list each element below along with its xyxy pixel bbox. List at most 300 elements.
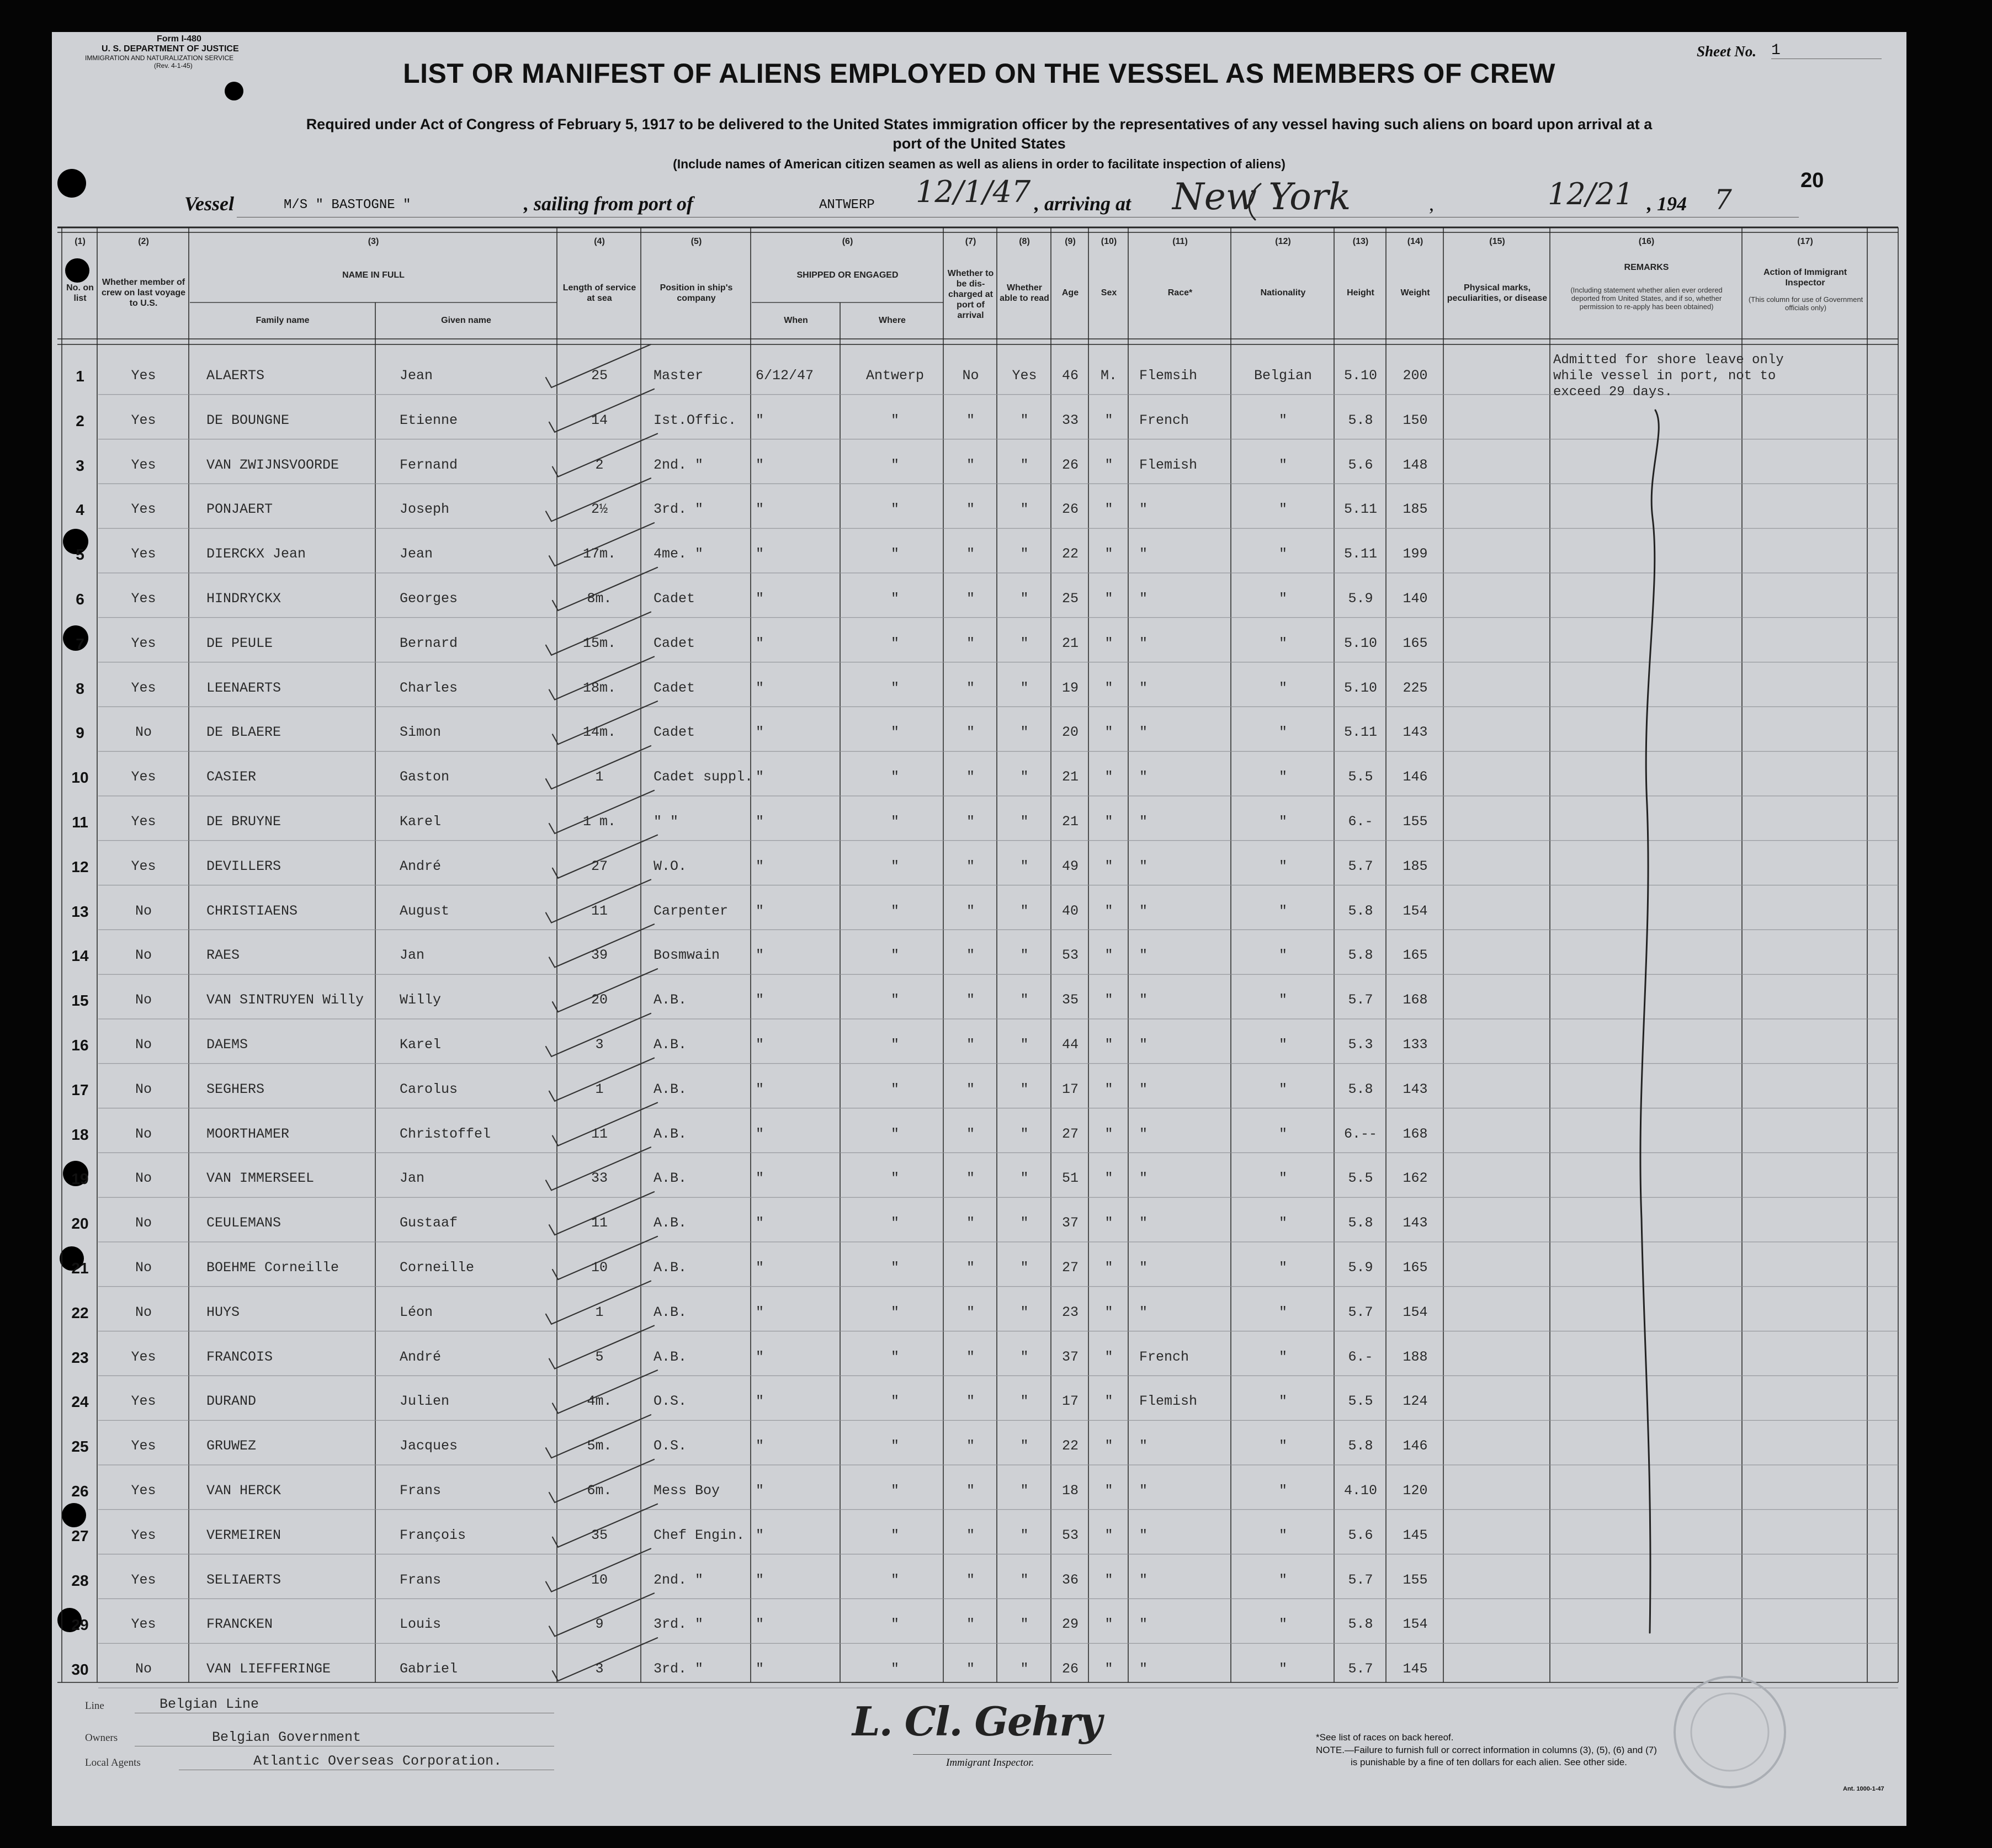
cell-voy: No (135, 902, 152, 919)
cell-given: Fernand (400, 456, 458, 473)
cell-voy: Yes (131, 456, 156, 473)
cell-voy: Yes (131, 1438, 156, 1454)
cell-no: 16 (71, 1037, 89, 1054)
vessel-name: M/S " BASTOGNE " (284, 198, 411, 213)
cell-family: VAN HERCK (206, 1483, 281, 1499)
cell-family: SEGHERS (206, 1081, 265, 1097)
cell-given: Jean (400, 546, 433, 562)
cell-age: 40 (1061, 902, 1079, 919)
cell-disch: " (966, 591, 975, 607)
cell-age: 26 (1061, 501, 1079, 518)
cell-given: Charles (400, 679, 458, 696)
year-prefix: , 194 (1647, 193, 1687, 215)
cell-family: VAN IMMERSEEL (206, 1170, 315, 1187)
cell-age: 21 (1061, 769, 1079, 785)
cell-position: 3rd. " (654, 1616, 704, 1633)
cell-family: DAEMS (206, 1037, 248, 1053)
cell-position: 2nd. " (654, 1571, 704, 1588)
cell-when: " (756, 902, 764, 919)
cell-no: 28 (71, 1571, 89, 1589)
cell-service: 10 (591, 1260, 608, 1276)
cell-height: 5.10 (1343, 635, 1377, 651)
cell-no: 17 (71, 1081, 89, 1098)
subtitle-line-3: (Include names of American citizen seamen as well as aliens in order to facilitate inspection of aliens) (673, 157, 1285, 171)
cell-given: Frans (400, 1571, 442, 1588)
cell-age: 35 (1061, 992, 1079, 1008)
cell-service: 14 (591, 412, 608, 428)
cell-weight: 200 (1403, 368, 1428, 384)
cell-given: Jacques (400, 1438, 458, 1454)
cell-race: Flemish (1139, 1393, 1198, 1410)
cell-read: " (1020, 546, 1029, 562)
cell-where: " (890, 1438, 899, 1454)
cell-family: CASIER (206, 769, 257, 785)
cell-nat: " (1278, 947, 1287, 964)
cell-position: A.B. (654, 1304, 687, 1320)
col-13-header: Height (1347, 288, 1374, 298)
department: U. S. DEPARTMENT OF JUSTICE (102, 44, 239, 54)
cell-race: " (1139, 858, 1148, 874)
cell-where: " (890, 902, 899, 919)
cell-position: Cadet (654, 591, 695, 607)
col-7-header: Whether to be dis-charged at port of arrival (947, 268, 994, 320)
cell-when: " (756, 1527, 764, 1543)
cell-service: 2½ (591, 501, 608, 518)
cell-when: " (756, 679, 764, 696)
cell-position: 4me. " (654, 546, 704, 562)
col-5-number: (5) (690, 236, 702, 246)
manifest-sheet: Form I-480 U. S. DEPARTMENT OF JUSTICE IMMIGRATION AND NATURALIZATION SERVICE (Rev. 4-1-45) Sheet No. 1 20 LIST OR MANIFEST OF ALIENS EMPLOYED ON THE VESSEL AS MEMBERS OF CREW Required under Act of Congress of February 5, 1917 to be delivered to the United States immigration officer by the representatives of any vessel having such aliens on board upon arrival at a port of the United States (Include names of American citizen seamen as well as aliens in order to facilitate inspection of aliens) Vessel M/S " BASTOGNE " , sailing from port of ANTWERP 12/1/47 , arriving at New York , 12/21 , 194 7 (1) No. on list (2) Whether member of crew on last voyage to U.S. (3) NAME IN FULL Family name Given name (4) Length of service at sea (5) Position in ship's company (6) SHIPPED OR ENGAGED When Where (7) Whether to be dis-charged at port of arrival (8) Whether able to read (9) Age (10) Sex (11) Race* (12) Nationality (13) Height (14) Weight (15) Physical marks, peculiarities, or disease (16) REMARKS (Including statement whether alien ever ordered deported from United States, and if so, whether permission to re-apply has been obtained) (17) Action of Immigrant Inspector (This column for use of Government officials only) 1 Yes ALAERTS Jean 25 Master 6/12/47 Antwerp No Yes 46 M. Flemsih Belgian 5.10 200 2 Yes DE BOUNGNE Etienne 14 Ist.Offic. " " " " 33 " French " 5.8 150 3 Yes VAN ZWIJNSVOORDE Fernand 2 2nd. " " " " " 26 " Flemish " 5.6 148 4 Yes PONJAERT Joseph 2½ 3rd. " " " " " 26 " " " 5.11 185 5 Yes DIERCKX Jean Jean 17m. 4me. " " " " " 22 " " " 5.11 199 6 Yes HINDRYCKX Georges 8m. Cadet " " " " 25 " " " 5.9 140 7 Yes DE PEULE Bernard 15m. Cadet " " " " 21 " " " 5.10 165 8 Yes LEENAERTS Charles 18m. Cadet " " " " 19 " " " 5.10 225 9 No DE BLAERE Simon 14m. Cadet " " " " 20 " " " 5.11 143 10 Yes CASIER Gaston 1 Cadet suppl. " " " " 21 " " " 5.5 146 11 Yes DE BRUYNE Karel 1 m. " " " " " " 21 " " " 6.- 155 12 Yes DEVILLERS André 27 W.O. " " " " 49 " " " 5.7 185 13 No CHRISTIAENS August 11 Carpenter " " " " 40 " " " 5.8 154 14 No RAES Jan 39 Bosmwain " " " " 53 " " " 5.8 165 15 No VAN SINTRUYEN Willy Willy 20 A.B. " " " " 35 " " " 5.7 168 16 No DAEMS Karel 3 A.B. " " " " 44 " " " 5.3 133 17 No SEGHERS Carolus 1 A.B. " " " " 17 " " " 5.8 143 18 No MOORTHAMER Christoffel 11 A.B. " " " " 27 " " " 6.-- 168 19 No VAN IMMERSEEL Jan 33 A.B. " " " " 51 " " " 5.5 162 20 No CEULEMANS Gustaaf 11 A.B. " " " " 37 " " " 5.8 143 21 No BOEHME Corneille Corneille 10 A.B. " " " " 27 " " " 5.9 165 22 No HUYS Léon 1 A.B. " " " " 23 " " " 5.7 154 23 Yes FRANCOIS André 5 A.B. " " " " 37 " French " 6.- 188 24 Yes DURAND Julien 4m. O.S. " " " " 17 " Flemish " 5.5 124 25 Yes GRUWEZ Jacques 5m. O.S. " " " " 22 " " " 5.8 146 26 Yes VAN HERCK Frans 6m. Mess Boy " " " " 18 " " " 4.10 120 27 Yes VERMEIREN François 35 Chef Engin. " " " " 53 " " " 5.6 145 28 Yes SELIAERTS Frans 10 2nd. " " " " " 36 " " " 5.7 155 29 Yes FRANCKEN Louis 9 3rd. " " " " " 29 " " " 5.8 154 30 No VAN LIEFFERINGE Gabriel 3 3rd. " " " " " 26 " " " 5.7 145 Admitted for shore leave only while vessel in port, not to exceed 29 days. Line Belgian Line Owners Belgian Government Local Agents Atlantic Overseas Corporation. L. Cl. Gehry Immigrant Inspector. *See list of races on back hereof. NOTE.—Failure to furnish full or correct information in columns (3), (5), (6) and (7) is punishable by a fine of ten dollars for each alien. See other side. Ant. 1000-1-47 (52, 32, 1906, 1826)
cell-when: " (756, 1571, 764, 1588)
col-11-header: Race* (1167, 288, 1193, 298)
cell-read: " (1020, 1616, 1029, 1633)
cell-where: " (890, 591, 899, 607)
cell-weight: 154 (1403, 1616, 1428, 1633)
cell-voy: No (135, 1037, 152, 1053)
cell-read: " (1020, 679, 1029, 696)
cell-no: 2 (76, 412, 84, 429)
cell-no: 15 (71, 992, 89, 1010)
cell-family: GRUWEZ (206, 1438, 257, 1454)
cell-weight: 140 (1403, 591, 1428, 607)
cell-when: 6/12/47 (756, 368, 814, 384)
cell-family: VAN ZWIJNSVOORDE (206, 456, 339, 473)
cell-race: " (1139, 947, 1148, 964)
cell-sex: " (1104, 1260, 1113, 1276)
cell-service: 20 (591, 992, 608, 1008)
cell-no: 27 (71, 1527, 89, 1544)
cell-age: 37 (1061, 1215, 1079, 1231)
cell-sex: " (1104, 858, 1113, 874)
cell-age: 51 (1061, 1170, 1079, 1187)
cell-service: 39 (591, 947, 608, 964)
cell-disch: " (966, 1260, 975, 1276)
cell-voy: Yes (131, 635, 156, 651)
cell-family: DE BLAERE (206, 724, 281, 741)
cell-race: " (1139, 1304, 1148, 1320)
col-17-note: (This column for use of Government officials only) (1748, 295, 1863, 312)
arriving-label: , arriving at (1034, 193, 1132, 215)
cell-where: " (890, 635, 899, 651)
cell-read: " (1020, 1125, 1029, 1142)
col-10-header: Sex (1101, 288, 1117, 298)
cell-given: Gabriel (400, 1661, 458, 1677)
cell-position: 2nd. " (654, 456, 704, 473)
cell-sex: " (1104, 1037, 1113, 1053)
cell-age: 53 (1061, 947, 1079, 964)
cell-height: 5.10 (1343, 368, 1377, 384)
col-6a-header: When (784, 315, 808, 325)
cell-service: 11 (591, 1215, 608, 1231)
cell-age: 44 (1061, 1037, 1079, 1053)
cell-when: " (756, 992, 764, 1008)
departure-port: ANTWERP (819, 198, 875, 213)
cell-where: " (890, 412, 899, 428)
cell-age: 29 (1061, 1616, 1079, 1633)
cell-voy: No (135, 992, 152, 1008)
cell-weight: 120 (1403, 1483, 1428, 1499)
cell-position: A.B. (654, 992, 687, 1008)
cell-weight: 133 (1403, 1037, 1428, 1053)
cell-family: ALAERTS (206, 368, 265, 384)
col-14-header: Weight (1400, 288, 1430, 298)
cell-disch: " (966, 769, 975, 785)
cell-height: 5.6 (1348, 1527, 1373, 1543)
col-3-header: NAME IN FULL (342, 270, 405, 280)
cell-height: 4.10 (1343, 1483, 1377, 1499)
col-9-number: (9) (1065, 236, 1076, 246)
cell-disch: " (966, 1304, 975, 1320)
cell-no: 20 (71, 1215, 89, 1233)
cell-age: 22 (1061, 1438, 1079, 1454)
cell-position: 3rd. " (654, 501, 704, 518)
cell-voy: Yes (131, 1571, 156, 1588)
cell-family: DIERCKX Jean (206, 546, 306, 562)
cell-weight: 145 (1403, 1661, 1428, 1677)
cell-sex: " (1104, 1215, 1113, 1231)
cell-sex: " (1104, 1304, 1113, 1320)
remarks-line: exceed 29 days. (1553, 385, 1673, 400)
cell-given: André (400, 858, 442, 874)
cell-sex: " (1104, 814, 1113, 830)
cell-when: " (756, 1483, 764, 1499)
line-value: Belgian Line (160, 1696, 259, 1712)
cell-age: 17 (1061, 1081, 1079, 1097)
cell-when: " (756, 724, 764, 741)
cell-when: " (756, 546, 764, 562)
cell-sex: " (1104, 902, 1113, 919)
cell-no: 25 (71, 1438, 89, 1456)
cell-given: Gaston (400, 769, 450, 785)
cell-service: 5 (595, 1348, 604, 1365)
cell-position: Cadet (654, 635, 695, 651)
cell-position: Ist.Offic. (654, 412, 737, 428)
cell-no: 30 (71, 1661, 89, 1679)
cell-given: François (400, 1527, 466, 1543)
cell-family: DE PEULE (206, 635, 273, 651)
cell-given: Jean (400, 368, 433, 384)
cell-family: PONJAERT (206, 501, 273, 518)
cell-where: " (890, 456, 899, 473)
col-17-number: (17) (1797, 236, 1813, 246)
cell-age: 20 (1061, 724, 1079, 741)
cell-race: " (1139, 724, 1148, 741)
cell-voy: Yes (131, 501, 156, 518)
cell-position: A.B. (654, 1125, 687, 1142)
cell-voy: No (135, 1125, 152, 1142)
cell-nat: " (1278, 679, 1287, 696)
cell-race: " (1139, 1661, 1148, 1677)
cell-sex: " (1104, 635, 1113, 651)
cell-given: Jan (400, 1170, 425, 1187)
cell-nat: " (1278, 902, 1287, 919)
cell-read: " (1020, 1483, 1029, 1499)
races-note: *See list of races on back hereof. (1316, 1732, 1454, 1743)
cell-when: " (756, 1661, 764, 1677)
cell-race: " (1139, 679, 1148, 696)
penalty-note-1: NOTE.—Failure to furnish full or correct information in columns (3), (5), (6) and (7) (1316, 1745, 1657, 1755)
cell-position: Cadet (654, 679, 695, 696)
cell-given: August (400, 902, 450, 919)
cell-nat: " (1278, 591, 1287, 607)
cell-nat: " (1278, 1081, 1287, 1097)
cell-age: 46 (1061, 368, 1079, 384)
cell-position: Cadet (654, 724, 695, 741)
cell-disch: " (966, 1081, 975, 1097)
cell-read: " (1020, 858, 1029, 874)
cell-weight: 155 (1403, 814, 1428, 830)
cell-service: 15m. (582, 635, 616, 651)
owners-label: Owners (85, 1732, 118, 1744)
cell-height: 5.8 (1348, 1081, 1373, 1097)
cell-service: 3 (595, 1037, 604, 1053)
cell-disch: " (966, 1527, 975, 1543)
cell-read: " (1020, 412, 1029, 428)
cell-sex: " (1104, 1527, 1113, 1543)
cell-where: Antwerp (865, 368, 925, 384)
cell-when: " (756, 1616, 764, 1633)
form-number: Form I-480 (157, 34, 201, 44)
cell-where: " (890, 858, 899, 874)
cell-disch: " (966, 947, 975, 964)
cell-service: 14m. (582, 724, 616, 741)
cell-given: Gustaaf (400, 1215, 458, 1231)
cell-nat: " (1278, 501, 1287, 518)
cell-race: French (1139, 1348, 1189, 1365)
cell-where: " (890, 501, 899, 518)
cell-age: 21 (1061, 635, 1079, 651)
cell-no: 10 (71, 769, 89, 787)
cell-family: VAN SINTRUYEN Willy (206, 992, 364, 1008)
cell-height: 5.8 (1348, 902, 1373, 919)
faint-stamp (1664, 1666, 1796, 1798)
cell-height: 5.8 (1348, 947, 1373, 964)
cell-weight: 143 (1403, 1215, 1428, 1231)
cell-when: " (756, 858, 764, 874)
cell-family: LEENAERTS (206, 679, 281, 696)
cell-family: DE BRUYNE (206, 814, 281, 830)
cell-read: " (1020, 1527, 1029, 1543)
cell-nat: " (1278, 1483, 1287, 1499)
cell-given: Frans (400, 1483, 442, 1499)
remarks-entry (1553, 352, 1784, 400)
cell-age: 27 (1061, 1260, 1079, 1276)
cell-voy: Yes (131, 368, 156, 384)
cell-read: " (1020, 814, 1029, 830)
cell-sex: " (1104, 1438, 1113, 1454)
vessel-label: Vessel (184, 193, 234, 215)
cell-service: 11 (591, 1125, 608, 1142)
cell-voy: Yes (131, 814, 156, 830)
cell-weight: 165 (1403, 635, 1428, 651)
cell-position: A.B. (654, 1215, 687, 1231)
cell-height: 5.5 (1348, 1170, 1373, 1187)
cell-sex: M. (1100, 368, 1117, 384)
cell-position: A.B. (654, 1037, 687, 1053)
cell-service: 8m. (587, 591, 612, 607)
cell-weight: 185 (1403, 501, 1428, 518)
cell-family: MOORTHAMER (206, 1125, 290, 1142)
cell-disch: " (966, 1215, 975, 1231)
arrival-day: 12/21 (1548, 177, 1634, 211)
cell-when: " (756, 1260, 764, 1276)
cell-height: 5.7 (1348, 992, 1373, 1008)
cell-when: " (756, 1215, 764, 1231)
cell-sex: " (1104, 1483, 1113, 1499)
cell-weight: 168 (1403, 1125, 1428, 1142)
cell-sex: " (1104, 1125, 1113, 1142)
cell-where: " (890, 992, 899, 1008)
col-6b-header: Where (879, 315, 906, 325)
cell-where: " (890, 724, 899, 741)
cell-age: 27 (1061, 1125, 1079, 1142)
cell-height: 5.10 (1343, 679, 1377, 696)
cell-weight: 165 (1403, 1260, 1428, 1276)
col-8-number: (8) (1019, 236, 1030, 246)
cell-read: " (1020, 1348, 1029, 1365)
col-6-header: SHIPPED OR ENGAGED (796, 270, 899, 280)
cell-nat: " (1278, 546, 1287, 562)
cell-position: Bosmwain (654, 947, 720, 964)
cell-when: " (756, 769, 764, 785)
cell-nat: " (1278, 814, 1287, 830)
cell-age: 23 (1061, 1304, 1079, 1320)
cell-sex: " (1104, 591, 1113, 607)
cell-position: " " (654, 814, 679, 830)
cell-service: 35 (591, 1527, 608, 1543)
line-label: Line (85, 1700, 104, 1712)
col-2-number: (2) (138, 236, 149, 246)
cell-disch: " (966, 1393, 975, 1410)
cell-service: 4m. (587, 1393, 612, 1410)
cell-weight: 146 (1403, 1438, 1428, 1454)
col-3-number: (3) (368, 236, 379, 246)
cell-voy: No (135, 1304, 152, 1320)
cell-race: " (1139, 1037, 1148, 1053)
cell-disch: " (966, 1037, 975, 1053)
cell-service: 18m. (582, 679, 616, 696)
cell-race: " (1139, 501, 1148, 518)
cell-service: 33 (591, 1170, 608, 1187)
col-1-number: (1) (75, 236, 86, 246)
cell-family: BOEHME Corneille (206, 1260, 339, 1276)
cell-race: Flemsih (1139, 368, 1198, 384)
cell-height: 5.5 (1348, 769, 1373, 785)
cell-sex: " (1104, 1661, 1113, 1677)
arrival-port: New York (1172, 176, 1351, 218)
cell-where: " (890, 1304, 899, 1320)
cell-height: 5.11 (1343, 501, 1377, 518)
cell-where: " (890, 1348, 899, 1365)
cell-disch: " (966, 1616, 975, 1633)
cell-service: 10 (591, 1571, 608, 1588)
cell-disch: " (966, 501, 975, 518)
cell-weight: 168 (1403, 992, 1428, 1008)
cell-voy: No (135, 1215, 152, 1231)
cell-given: Carolus (400, 1081, 458, 1097)
cell-no: 24 (71, 1393, 89, 1411)
cell-position: Mess Boy (654, 1483, 720, 1499)
cell-read: " (1020, 501, 1029, 518)
cell-voy: No (135, 1081, 152, 1097)
cell-voy: Yes (131, 1527, 156, 1543)
col-12-header: Nationality (1260, 288, 1306, 298)
cell-sex: " (1104, 1393, 1113, 1410)
check-mark (1249, 184, 1261, 220)
col-11-number: (11) (1172, 236, 1188, 246)
cell-race: French (1139, 412, 1189, 428)
cell-read: " (1020, 635, 1029, 651)
cell-read: " (1020, 1215, 1029, 1231)
col-7-number: (7) (965, 236, 976, 246)
cell-nat: " (1278, 1304, 1287, 1320)
cell-weight: 148 (1403, 456, 1428, 473)
cell-race: " (1139, 902, 1148, 919)
cell-where: " (890, 1215, 899, 1231)
cell-read: " (1020, 1393, 1029, 1410)
cell-position: A.B. (654, 1348, 687, 1365)
cell-no: 11 (72, 814, 88, 831)
cell-given: Etienne (400, 412, 458, 428)
cell-read: " (1020, 902, 1029, 919)
cell-age: 19 (1061, 679, 1079, 696)
cell-when: " (756, 1438, 764, 1454)
revision: (Rev. 4-1-45) (154, 62, 193, 70)
cell-when: " (756, 1125, 764, 1142)
cell-weight: 188 (1403, 1348, 1428, 1365)
cell-height: 5.7 (1348, 1661, 1373, 1677)
cell-nat: " (1278, 1527, 1287, 1543)
cell-given: Christoffel (400, 1125, 491, 1142)
cell-nat: " (1278, 1571, 1287, 1588)
cell-race: " (1139, 546, 1148, 562)
cell-height: 6.-- (1343, 1125, 1377, 1142)
cell-weight: 124 (1403, 1393, 1428, 1410)
cell-read: " (1020, 1438, 1029, 1454)
cell-family: SELIAERTS (206, 1571, 281, 1588)
cell-service: 25 (591, 368, 608, 384)
cell-given: Corneille (400, 1260, 475, 1276)
cell-race: " (1139, 814, 1148, 830)
page-number: 20 (1800, 169, 1824, 192)
cell-family: HINDRYCKX (206, 591, 281, 607)
cell-sex: " (1104, 679, 1113, 696)
cell-position: A.B. (654, 1170, 687, 1187)
cell-voy: Yes (131, 591, 156, 607)
cell-weight: 154 (1403, 902, 1428, 919)
cell-sex: " (1104, 1616, 1113, 1633)
cell-where: " (890, 1571, 899, 1588)
